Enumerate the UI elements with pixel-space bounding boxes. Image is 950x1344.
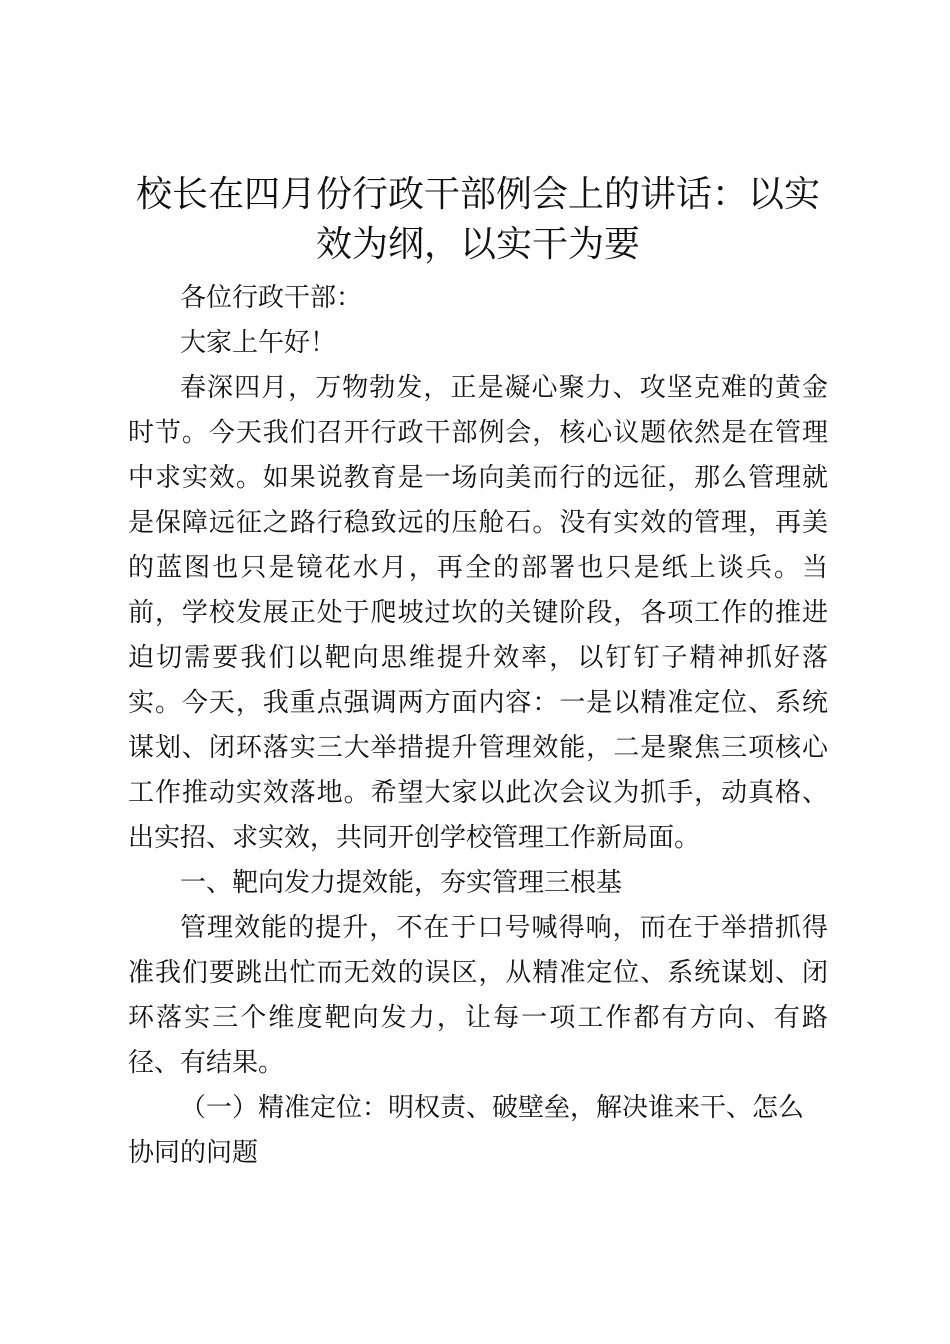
- document-page: [128, 170, 828, 1176]
- subsection-1-heading: （一）精准定位：明权责、破壁垒，解决谁来干、怎么协同的问题: [128, 1093, 805, 1168]
- section-1-paragraph: 管理效能的提升，不在于口号喊得响，而在于举措抓得准我们要跳出忙而无效的误区，从精准定位、系统谋划、闭环落实三个维度靶向发力，让每一项工作都有方向、有路径、有结果。: [128, 913, 828, 1078]
- intro-paragraph: 春深四月，万物勃发，正是凝心聚力、攻坚克难的黄金时节。今天我们召开行政干部例会，核心议题依然是在管理中求实效。如果说教育是一场向美而行的远征，那么管理就是保障远征之路行稳致远的压舱石。没有实效的管理，再美的蓝图也只是镜花水月，再全的部署也只是纸上谈兵。当前，学校发展正处于爬坡过坎的关键阶段，各项工作的推进迫切需要我们以靶向思维提升效率，以钉钉子精神抓好落实。今天，我重点强调两方面内容：一是以精准定位、系统谋划、闭环落实三大举措提升管理效能，二是聚焦三项核心工作推动实效落地。希望大家以此次会议为抓手，动真格、出实招、求实效，共同开创学校管理工作新局面。: [128, 373, 828, 853]
- salutation: 各位行政干部：: [180, 283, 363, 313]
- section-1-heading: 一、靶向发力提效能，夯实管理三根基: [180, 868, 623, 898]
- document-title: 校长在四月份行政干部例会上的讲话：以实效为纲，以实干为要: [135, 174, 820, 265]
- greeting: 大家上午好！: [180, 328, 337, 358]
